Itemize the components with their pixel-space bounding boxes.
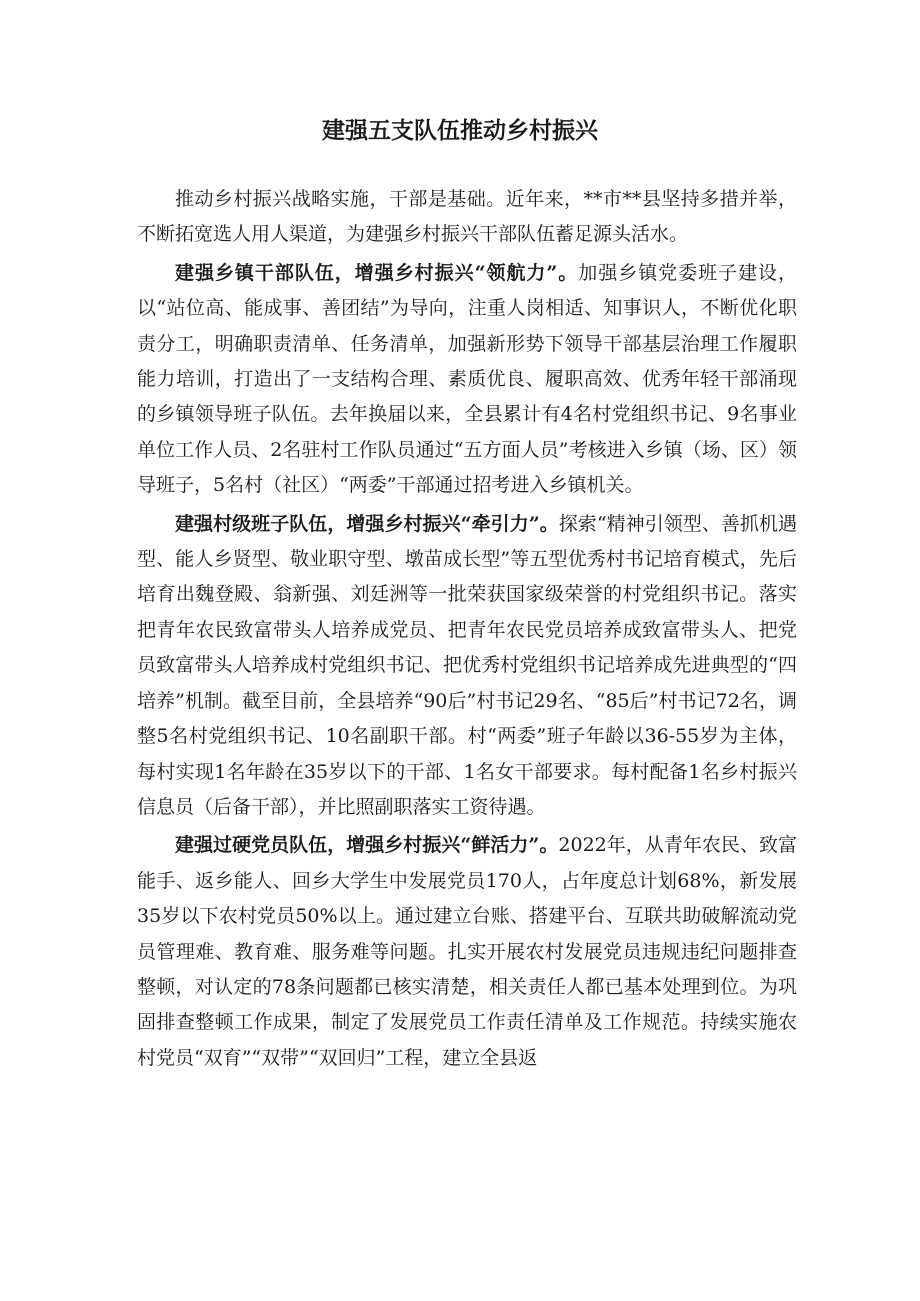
paragraph-township-cadres [137, 256, 797, 504]
paragraph-text: 2022年，从青年农民、致富能手、返乡能人、回乡大学生中发展党员170人，占年度总计划68%，新发展35岁以下农村党员50%以上。通过建立台账、搭建平台、互联共助破解流动党员管理难、教育难、服务难等问题。扎实开展农村发展党员违规违纪问题排查整顿，对认定的78条问题都已核实清楚，相关责任人都已基本处理到位。为巩固排查整顿工作成果，制定了发展党员工作责任清单及工作规范。持续实施农村党员“双育”“双带”“双回归”工程，建立全县返 [137, 834, 797, 1069]
paragraph-text: 推动乡村振兴战略实施，干部是基础。近年来，**市**县坚持多措并举，不断拓宽选人用人渠道，为建强乡村振兴干部队伍蓄足源头活水。 [137, 188, 797, 246]
document-body [137, 182, 797, 1079]
paragraph-lead: 建强过硬党员队伍，增强乡村振兴“鲜活力”。 [175, 834, 559, 857]
paragraph-village-teams [137, 507, 797, 826]
paragraph-text: 加强乡镇党委班子建设，以“站位高、能成事、善团结”为导向，注重人岗相适、知事识人，不断优化职责分工，明确职责清单、任务清单，加强新形势下领导干部基层治理工作履职能力培训，打造出了一支结构合理、素质优良、履职高效、优秀年轻干部涌现的乡镇领导班子队伍。去年换届以来，全县累计有4名村党组织书记、9名事业单位工作人员、2名驻村工作队员通过“五方面人员”考核进入乡镇（场、区）领导班子，5名村（社区）“两委”干部通过招考进入乡镇机关。 [137, 261, 797, 497]
paragraph-intro [137, 182, 797, 253]
paragraph-text: 探索“精神引领型、善抓机遇型、能人乡贤型、敬业职守型、墩苗成长型”等五型优秀村书记培育模式，先后培育出魏登殿、翁新强、刘廷洲等一批荣获国家级荣誉的村党组织书记。落实把青年农民致富带头人培养成党员、把青年农民党员培养成致富带头人、把党员致富带头人培养成村党组织书记、把优秀村党组织书记培养成先进典型的“四培养”机制。截至目前，全县培养“90后”村书记29名、“85后”村书记72名，调整5名村党组织书记、10名副职干部。村“两委”班子年龄以36-55岁为主体，每村实现1名年龄在35岁以下的干部、1名女干部要求。每村配备1名乡村振兴信息员（后备干部），并比照副职落实工资待遇。 [137, 512, 797, 818]
paragraph-party-members [137, 828, 797, 1076]
paragraph-lead: 建强村级班子队伍，增强乡村振兴“牵引力”。 [175, 512, 559, 535]
page-title: 建强五支队伍推动乡村振兴 [322, 118, 598, 144]
paragraph-lead: 建强乡镇干部队伍，增强乡村振兴“领航力”。 [175, 261, 579, 284]
